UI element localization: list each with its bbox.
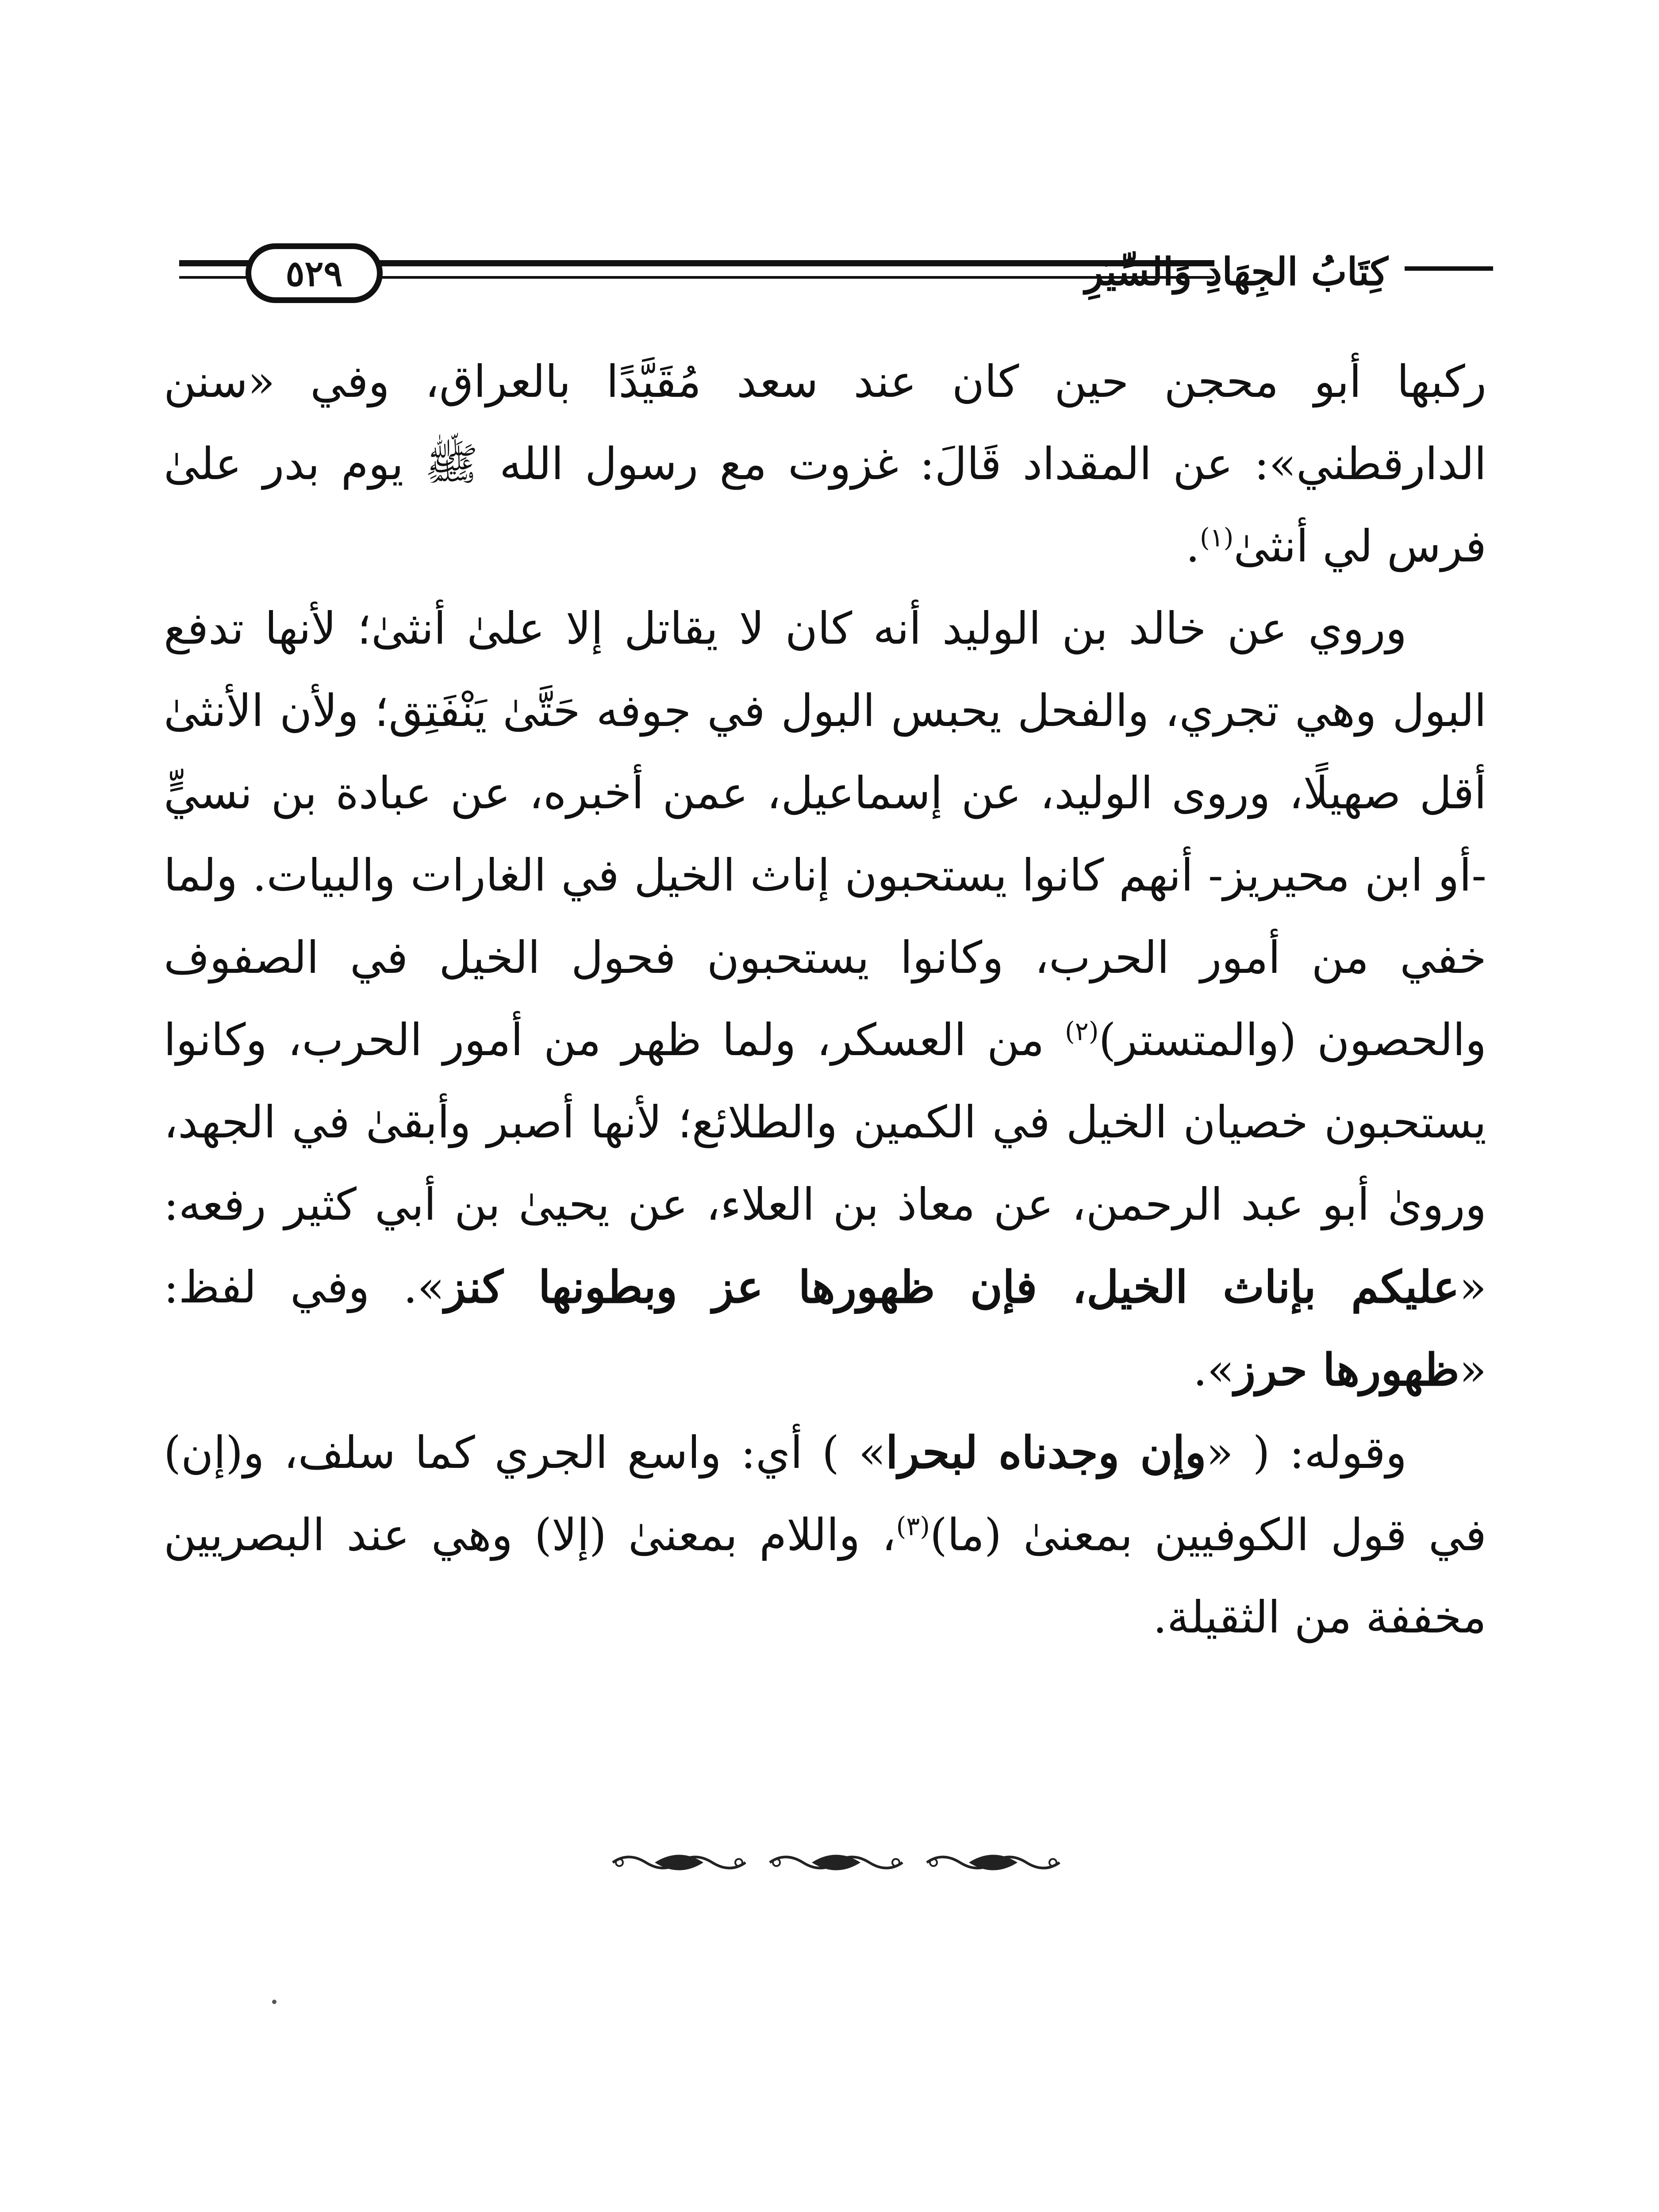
footnote-ref-3[interactable]: (٣) <box>896 1511 930 1541</box>
footnote-ref-1[interactable]: (١) <box>1199 522 1234 553</box>
page-header <box>179 239 1493 314</box>
footnote-ref-2[interactable]: (٢) <box>1065 1016 1099 1046</box>
page-number: ٥٢٩ <box>285 253 343 294</box>
paragraph-3: وقوله: ( «وإن وجدناه لبحرا» ) أي: واسع الجري كما سلف، و(إن) في قول الكوفيين بمعنىٰ (ما)$^{(٣)}$، واللام بمعنىٰ (إلا) وهي عند البصريين مخففة من الثقيلة. <box>164 1426 1486 1643</box>
ornament-piece-icon <box>611 1849 748 1876</box>
paragraph-1: ركبها أبو محجن حين كان عند سعد مُقَيَّدًا بالعراق، وفي «سنن الدارقطني»: عن المقداد قَالَ: غزوت مع رسول الله ﷺ يوم بدر علىٰ فرس لي أنثىٰ$^{(١)}$. <box>164 356 1486 572</box>
ornament-piece-icon <box>925 1849 1062 1876</box>
chapter-title: كِتَابُ الجِهَادِ وَالسِّيَرِ <box>1085 250 1388 294</box>
page-number-badge <box>246 243 383 303</box>
paragraph-2: وروي عن خالد بن الوليد أنه كان لا يقاتل إلا علىٰ أنثىٰ؛ لأنها تدفع البول وهي تجري، والفحل يحبس البول في جوفه حَتَّىٰ يَنْفَتِق؛ ولأن الأنثىٰ أقل صهيلًا، وروى الوليد، عن إسماعيل، عمن أخبره، عن عبادة بن نسيٍّ -أو ابن محيريز- أنهم كانوا يستحبون إناث الخيل في الغارات والبيات. ولما خفي من أمور الحرب، وكانوا يستحبون فحول الخيل في الصفوف والحصون (والمتستر)$^{(٢)}$ من العسكر، ولما ظهر من أمور الحرب، وكانوا يستحبون خصيان الخيل في الكمين والطلائع؛ لأنها أصبر وأبقىٰ في الجهد، ورویٰ أبو عبد الرحمن، عن معاذ بن العلاء، عن يحيىٰ بن أبي كثير رفعه: «عليكم بإناث الخيل، فإن ظهورها عز وبطونها كنز». وفي لفظ: «ظهورها حرز». <box>164 603 1486 1396</box>
hadith-quote-1: عليكم بإناث الخيل، فإن ظهورها عز وبطونها كنز <box>444 1261 1459 1313</box>
section-ornament <box>611 1845 1062 1880</box>
ornament-piece-icon <box>768 1849 905 1876</box>
hadith-quote-3: وإن وجدناه لبحرا <box>886 1426 1206 1479</box>
header-rule-right <box>1405 266 1493 271</box>
hadith-quote-2: ظهورها حرز <box>1234 1344 1459 1396</box>
scan-speck <box>272 2000 276 2004</box>
main-text <box>164 341 1486 1659</box>
